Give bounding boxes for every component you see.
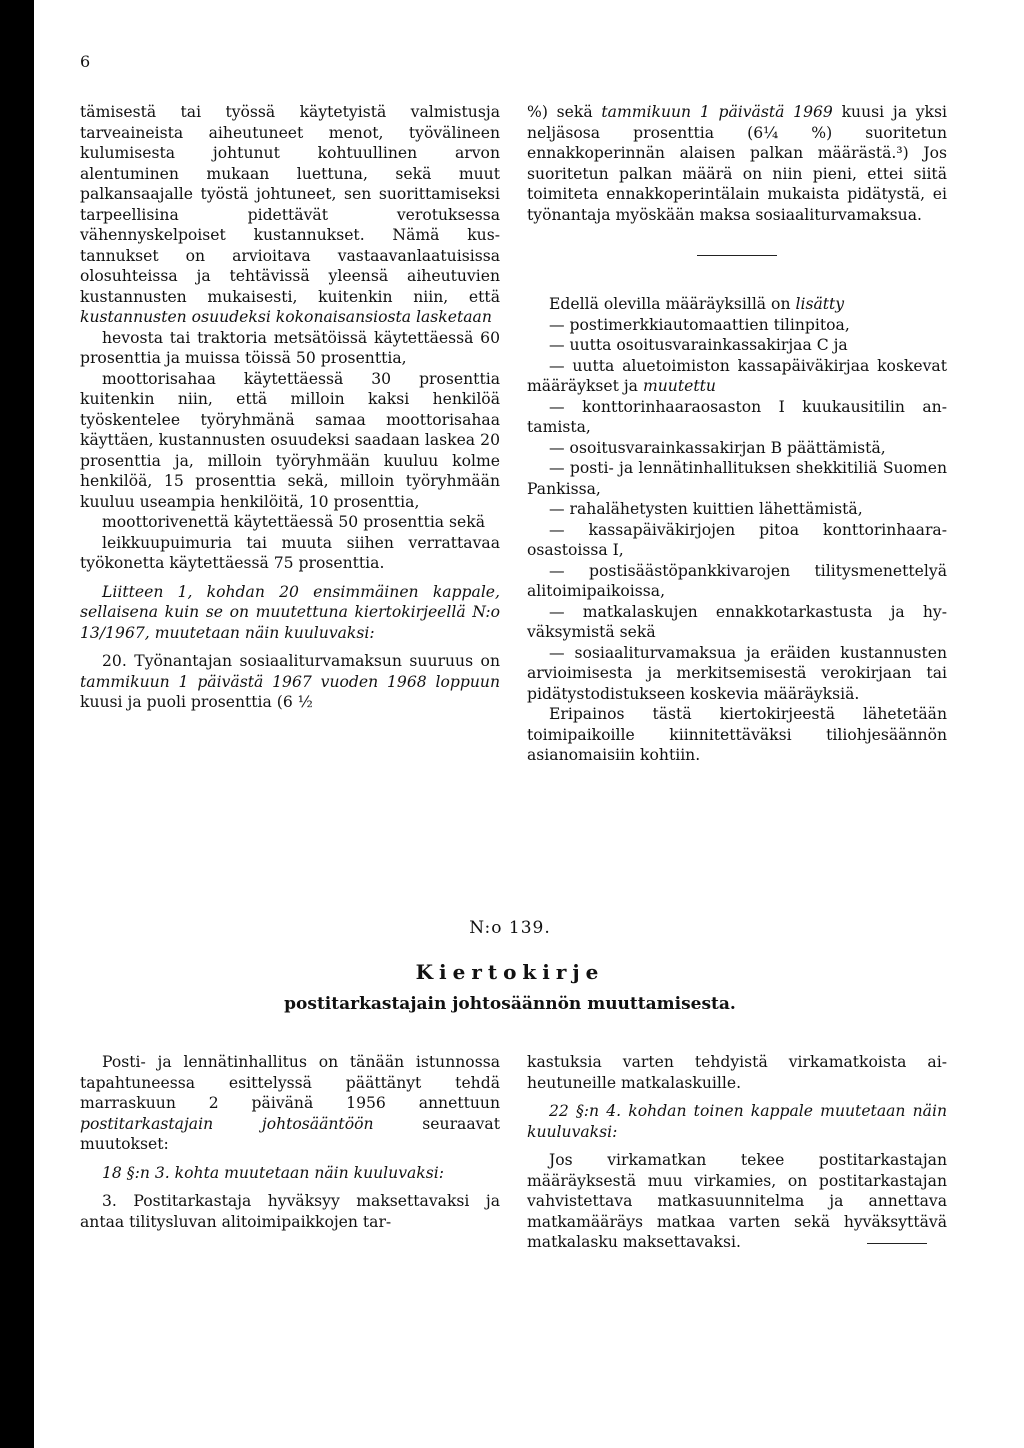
list-item: — konttorinhaaraosaston I kuukausitilin antamista, — [527, 397, 947, 436]
list-item: leikkuupuimuria tai muuta siihen verrattavaa työkonetta käytettäessä 75 prosenttia. — [80, 533, 500, 572]
text: Posti- ja lennätinhallitus on tänään istunnossa tapahtuneessa esittelyssä päättänyt tehdä marraskuun 2 päivänä 1956 annettuun — [80, 1053, 500, 1112]
list-item: — rahalähetysten kuittien lähettämistä, — [549, 500, 863, 518]
section-heading — [260, 918, 760, 1014]
list-item — [527, 356, 947, 397]
divider — [697, 255, 777, 256]
list-item: — osoitusvarainkassakirjan B päättämistä, — [549, 438, 886, 457]
paragraph: Eripainos tästä kiertokirjeestä lähetetään toimipaikoille kiinnitettäväksi tiliohjesäännön asianomaisiin kohtiin. — [527, 705, 947, 764]
right-column-bottom — [527, 1052, 947, 1251]
text: seuraavat muutokset: — [80, 1114, 500, 1153]
italic-text: 18 §:n 3. kohta muutetaan näin kuuluvaksi: — [102, 1163, 445, 1182]
text: — uutta aluetoimiston kassapäiväkirjaa koskevat määräykset ja — [527, 356, 947, 395]
italic-text: muutettu — [642, 377, 716, 395]
italic-text: kustannusten osuudeksi kokonaisansiosta lasketaan — [80, 308, 492, 326]
circular-subject: postitarkastajain johtosäännön muuttamisesta. — [284, 994, 736, 1014]
amendment-heading — [527, 1101, 947, 1142]
page-number: 6 — [80, 52, 91, 71]
list-item: — sosiaaliturvamaksua ja eräiden kustannusten arvioimisesta ja merkitsemisestä verokirjaan tai pidätystodistukseen koskevia määräyksiä. — [527, 643, 947, 703]
italic-text: lisätty — [795, 295, 845, 313]
scan-edge — [0, 0, 34, 1448]
circular-title: Kiertokirje — [415, 960, 605, 984]
paragraph — [527, 102, 947, 225]
list-item: — kassapäiväkirjojen pitoa konttorinhaaraosastoissa I, — [527, 520, 947, 559]
list-item: — uutta osoitusvarainkassakirjaa C ja — [549, 336, 848, 354]
paragraph: 3. Postitarkastaja hyväksyy maksettavaksi ja antaa tilitysluvan alitoimipaikkojen tar- — [80, 1192, 500, 1231]
italic-text: tammikuun 1 päivästä 1969 — [601, 103, 833, 121]
italic-text: 22 §:n 4. kohdan toinen kappale muutetaan näin kuuluvaksi: — [527, 1102, 947, 1141]
list-item: — postimerkkiautomaattien tilinpitoa, — [549, 315, 850, 334]
amendment-heading — [80, 582, 500, 644]
paragraph: Jos virkamatkan tekee postitarkastajan määräyksestä muu virkamies, on postitarkastajan vahvistettava matkasuunnitelma ja annettava matkamääräys matkaa varten sekä hyväksyttävä matkalasku maksettavaksi. — [527, 1151, 947, 1251]
list-item: — postisäästöpankkivarojen tilitysmenettelyä alitoimipaikoissa, — [527, 561, 947, 600]
text: 20. Työnantajan sosiaaliturvamaksun suuruus on — [102, 652, 500, 670]
text: %) sekä — [527, 103, 593, 121]
text: kuusi ja puoli prosenttia (6 ½ — [80, 693, 313, 711]
text: kuusi ja yksi neljäsosa prosenttia (6¼ %) suoritetun ennakkoperinnän alaisen palkan määrästä.³) Jos suoritetun palkan määrä on niin pieni, ettei siitä toimiteta ennakkoperintälain mukaista pidätystä, ei työnantaja myöskään maksa sosiaaliturvamaksua. — [527, 103, 947, 224]
text: Edellä olevilla määräyksillä on — [549, 295, 791, 313]
right-column-top — [527, 102, 947, 766]
paragraph — [80, 102, 500, 328]
paragraph — [80, 1052, 500, 1155]
left-column-bottom — [80, 1052, 500, 1232]
italic-text: Liitteen 1, kohdan 20 ensimmäinen kappale, sellaisena kuin se on muutettuna kiertokirjeellä N:o 13/1967, muutetaan näin kuuluvaksi: — [80, 582, 500, 642]
paragraph-20 — [80, 651, 500, 713]
circular-number: N:o 139. — [469, 918, 551, 938]
paragraph: kastuksia varten tehdyistä virkamatkoista aiheutuneille matkalaskuille. — [527, 1053, 947, 1092]
list-item: — matkalaskujen ennakkotarkastusta ja hyväksymistä sekä — [527, 602, 947, 641]
text: tämisestä tai työssä käytetyistä valmistusja tarveaineista aiheutuneet menot, työvälineen kulumisesta johtunut kohtuullinen arvon alentuminen mukaan luettuna, sekä muut palkansaajalle työstä johtuneet, sen suorittamiseksi tarpeellisina pidettävät verotuksessa vähennyskelpoiset kustannukset. Nämä kustannukset on arvioitava vastaavanlaatuisissa olosuhteissa ja tehtävissä yleensä aiheutuvien kustannusten mukaisesti, kuitenkin niin, että — [80, 103, 500, 306]
list-item: moottorisahaa käytettäessä 30 prosenttia kuitenkin niin, että milloin kaksi henkilöä työskentelee työryhmänä samaa moottorisahaa käyttäen, kustannusten osuudeksi saadaan laskea 20 prosenttia ja, milloin työryhmään kuuluu kolme henkilöä, 15 prosenttia sekä, milloin työryhmään kuuluu useampia henkilöitä, 10 prosenttia, — [80, 369, 500, 511]
paragraph — [527, 294, 947, 315]
list-item: moottorivenettä käytettäessä 50 prosenttia sekä — [102, 513, 486, 531]
left-column-top — [80, 102, 500, 713]
list-item: — posti- ja lennätinhallituksen shekkitiliä Suomen Pankissa, — [527, 459, 947, 498]
italic-text: tammikuun 1 päivästä 1967 vuoden 1968 loppuun — [80, 672, 500, 691]
list-item: hevosta tai traktoria metsätöissä käytettäessä 60 prosenttia ja muissa töissä 50 prosenttia, — [80, 328, 500, 367]
italic-text: postitarkastajain johtosääntöön — [80, 1114, 374, 1133]
end-divider — [867, 1243, 927, 1244]
amendment-heading — [80, 1163, 500, 1184]
